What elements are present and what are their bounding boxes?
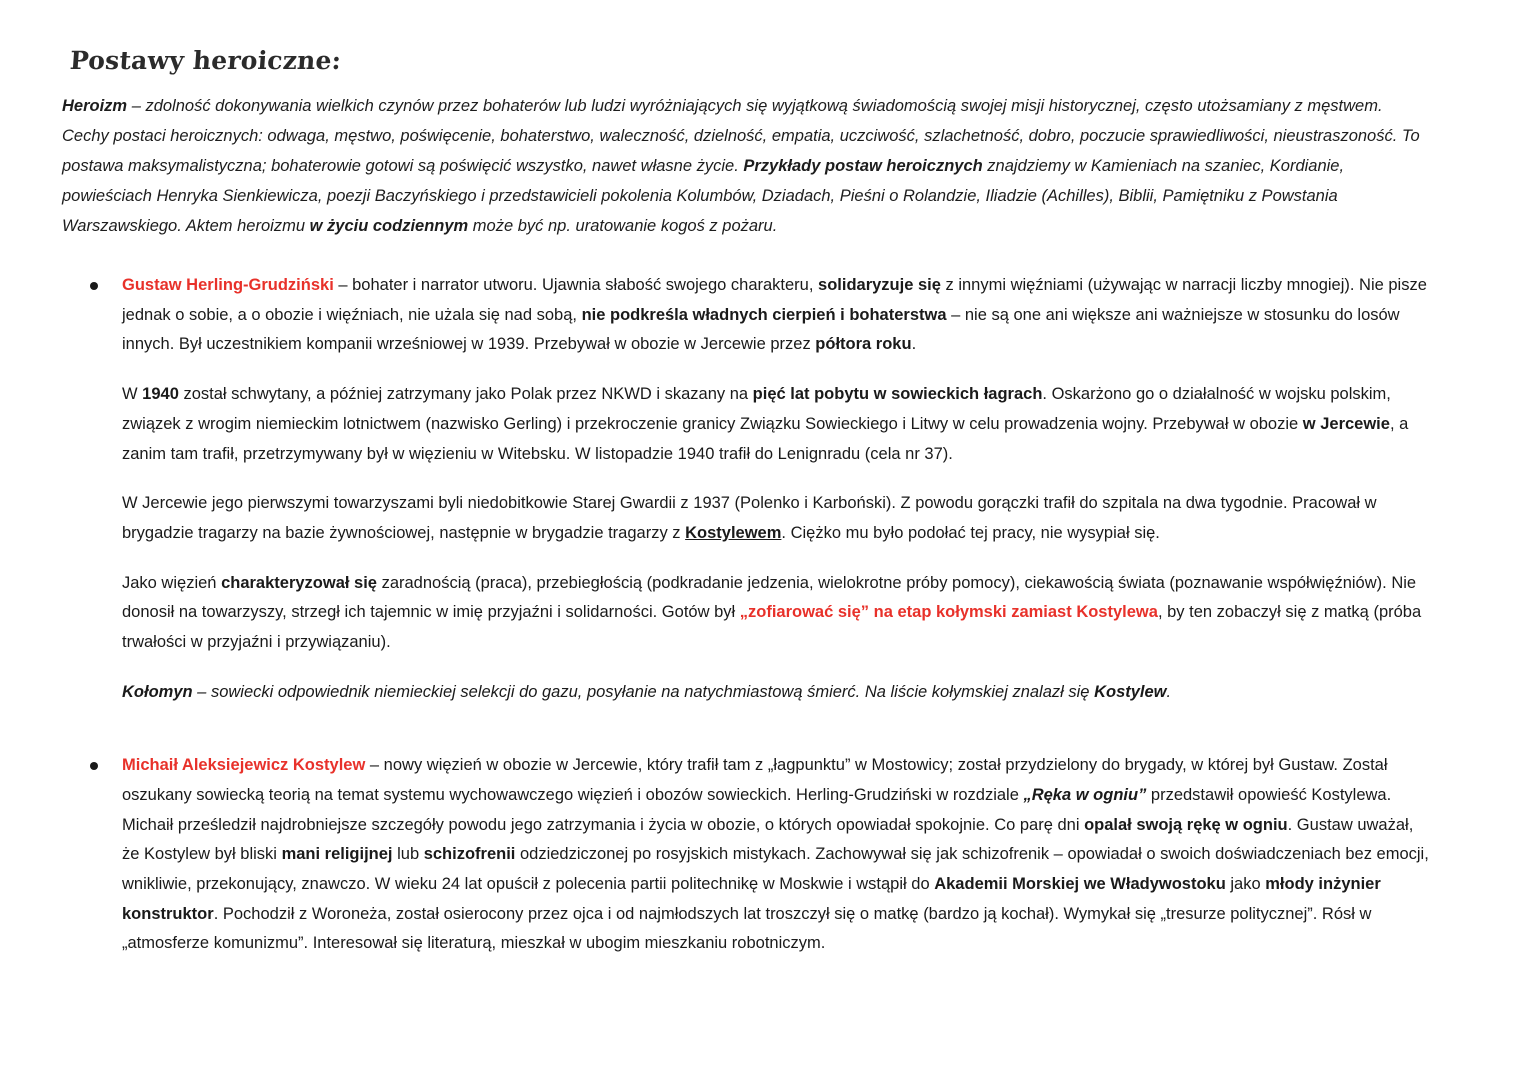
text-run: opalał swoją rękę w ogniu xyxy=(1084,815,1288,834)
text-run: 1940 xyxy=(142,385,179,404)
text-run: pięć lat pobytu w sowieckich łagrach xyxy=(752,385,1043,404)
highlight-text: Gustaw Herling-Grudziński xyxy=(122,276,334,295)
text-run: – sowiecki odpowiednik niemieckiej selekcji do gazu, posyłanie na natychmiastową śmierć. Na liście kołymskiej znalazł się xyxy=(192,682,1095,701)
text-run: Kołomyn xyxy=(122,682,193,701)
text-run: . Pochodził z Woroneża, został osierocony przez ojca i od najmłodszych lat troszczył się o matkę (bardzo ją kochał). Wymykał się „tresurze politycznej”. Rósł w „atmosferze komunizmu”. Interesował się literaturą, mieszkał w ubogim mieszkaniu robotniczym. xyxy=(122,904,1372,953)
page-title: Postawy heroiczne: xyxy=(68,46,343,75)
text-run: Jako więzień xyxy=(122,573,222,592)
text-run: lub xyxy=(392,845,424,864)
intro-text-1: – zdolność dokonywania wielkich czynów przez bohaterów lub ludzi wyróżniających się wyjątkową świadomością swojej misji historycznej, często utożsamiany z męstwem. Cechy postaci heroicznych: odwaga, męstwo, poświęcenie, bohaterstwo, waleczność, dzielność, empatia, uczciwość, szlachetność, dobro, poczucie sprawiedliwości, nieustraszoność. To postawa maksymalistyczna; bohaterowie gotowi są poświęcić wszystko, nawet własne życie. xyxy=(62,97,1420,176)
text-run: został schwytany, a później zatrzymany jako Polak przez NKWD i skazany na xyxy=(178,385,753,404)
text-run: W Jercewie jego pierwszymi towarzyszami byli niedobitkowie Starej Gwardii z 1937 (Polenko i Karboński). Z powodu gorączki trafił do szpitala na dwa tygodnie. Pracował w brygadzie tragarzy na bazie żywnościowej, następnie w brygadzie tragarzy z xyxy=(122,494,1377,542)
text-run: przedstawił opowieść Kostylewa. Michaił prześledził najdrobniejsze szczegóły powodu jego zatrzymania i życia w obozie, o których opowiadał spokojnie. Co parę dni xyxy=(122,786,1392,834)
paragraph xyxy=(122,751,1431,959)
highlight-text: „zofiarować się” na etap kołymski zamiast Kostylewa xyxy=(739,603,1158,622)
text-run: Kostylewem xyxy=(685,523,782,542)
text-run: . xyxy=(1166,682,1172,701)
text-run: z innymi więźniami (używając w narracji liczby mnogiej). Nie pisze jednak o sobie, a o obozie i więźniach, nie użala się nad sobą, xyxy=(122,276,1427,324)
list-item xyxy=(62,271,1431,707)
list-item xyxy=(62,751,1431,959)
text-run: – bohater i narrator utworu. Ujawnia słabość swojego charakteru, xyxy=(333,276,819,295)
text-run: nie podkreśla władnych cierpień i bohaterstwa xyxy=(581,305,947,324)
text-run: . Gustaw uważał, że Kostylew był bliski xyxy=(122,815,1414,864)
text-run: półtora roku xyxy=(815,335,912,354)
text-run: , by ten zobaczył się z matką (próba trwałości w przyjaźni i przywiązaniu). xyxy=(122,603,1422,651)
paragraph xyxy=(122,271,1431,360)
text-run: Kostylew xyxy=(1094,682,1167,701)
text-run: schizofrenii xyxy=(423,845,516,864)
paragraph xyxy=(122,678,1431,708)
text-run: . Ciężko mu było podołać tej pracy, nie wysypiał się. xyxy=(781,523,1160,542)
text-run: W xyxy=(122,385,143,404)
intro-bold-2: Przykłady postaw heroicznych xyxy=(743,157,983,176)
intro-text-3: może być np. uratowanie kogoś z pożaru. xyxy=(468,217,778,236)
text-run: odziedziczonej po rosyjskich mistykach. Zachowywał się jak schizofrenik – opowiadał o swoich doświadczeniach bez emocji, wnikliwie, przekonujący, znawczo. W wieku 24 lat opuścił z polecenia partii politechnikę w Moskwie i wstąpił do xyxy=(122,845,1429,894)
intro-bold-3: w życiu codziennym xyxy=(309,217,469,236)
intro-text-2: znajdziemy w Kamieniach na szaniec, Kordianie, powieściach Henryka Sienkiewicza, poezji Baczyńskiego i przedstawicieli pokolenia Kolumbów, Dziadach, Pieśni o Rolandzie, Iliadzie (Achilles), Biblii, Pamiętniku z Powstania Warszawskiego. Aktem heroizmu xyxy=(62,157,1345,236)
intro-paragraph xyxy=(62,91,1431,241)
text-run: . xyxy=(911,335,917,354)
text-run: charakteryzował się xyxy=(221,573,377,592)
text-run: – nowy więzień w obozie w Jercewie, który trafił tam z „łagpunktu” w Mostowicy; został przydzielony do brygady, w której był Gustaw. Został oszukany sowiecką teorią na temat systemu wychowawczego więzień i obozów sowieckich. Herling-Grudziński w rozdziale xyxy=(122,756,1388,805)
text-run: solidaryzuje się xyxy=(818,276,941,295)
text-run: Akademii Morskiej we Władywostoku xyxy=(934,875,1226,894)
text-run: w Jercewie xyxy=(1302,414,1390,433)
bullet-list xyxy=(62,271,1431,959)
text-run: młody inżynier konstruktor xyxy=(122,875,1381,923)
text-run: „Ręka w ogniu” xyxy=(1023,786,1147,805)
text-run: mani religijnej xyxy=(281,845,393,864)
text-run: – nie są one ani większe ani ważniejsze w stosunku do losów innych. Był uczestnikiem kompanii wrześniowej w 1939. Przebywał w obozie w Jercewie przez xyxy=(122,305,1400,354)
text-run: . Oskarżono go o działalność w wojsku polskim, związek z wrogim niemieckim lotnictwem (nazwisko Gerling) i przekroczenie granicy Związku Sowieckiego i Litwy w celu prowadzenia wojny. Przebywał w obozie xyxy=(122,385,1391,433)
text-run: jako xyxy=(1225,875,1266,894)
text-run: , a zanim tam trafił, przetrzymywany był w więzieniu w Witebsku. W listopadzie 1940 trafił do Lenignradu (cela nr 37). xyxy=(122,414,1409,463)
highlight-text: Michaił Aleksiejewicz Kostylew xyxy=(122,756,366,775)
text-run: zaradnością (praca), przebiegłością (podkradanie jedzenia, wielokrotne próby pomocy), ciekawością świata (poznawanie współwięźniów). Nie donosił na towarzyszy, strzegł ich tajemnic w imię przyjaźni i solidarności. Gotów był xyxy=(122,573,1417,622)
paragraph xyxy=(122,489,1431,548)
paragraph xyxy=(122,569,1431,658)
paragraph xyxy=(122,380,1431,469)
intro-lead-term: Heroizm xyxy=(62,97,128,115)
